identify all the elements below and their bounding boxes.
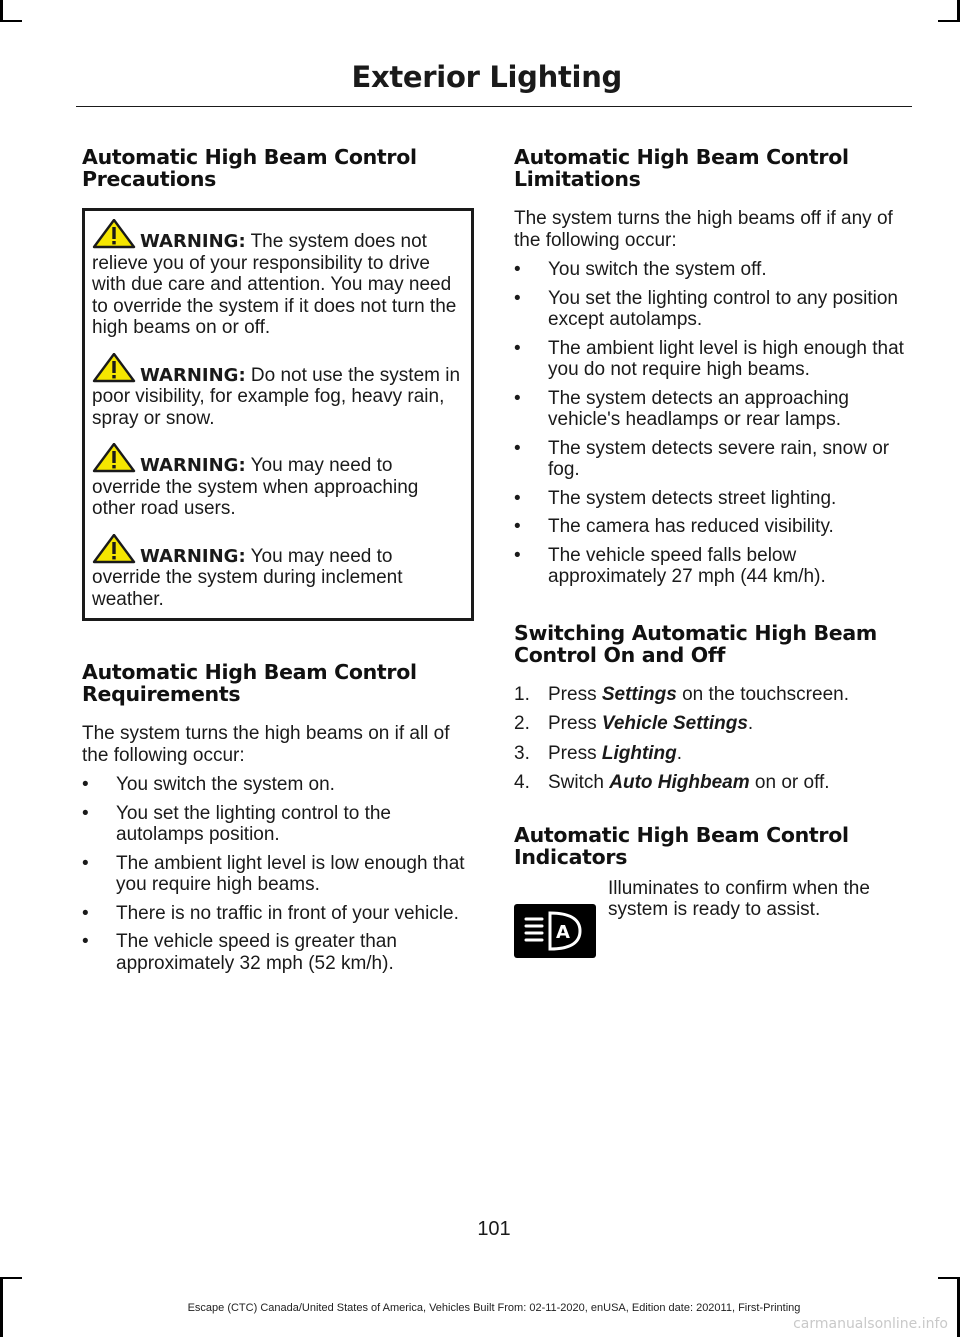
step-menu-name: Vehicle Settings [601, 713, 748, 734]
header-divider [76, 106, 912, 107]
watermark: carmanualsonline.info [793, 1316, 948, 1332]
step-text: Press [548, 713, 602, 734]
limitations-list [514, 259, 908, 588]
switching-steps [514, 684, 908, 794]
crop-mark [938, 1277, 960, 1279]
switching-heading: Switching Automatic High Beam Control On and Off [514, 620, 877, 667]
step-text: . [676, 742, 683, 764]
step-menu-name: Settings [601, 683, 677, 705]
list-item: • The system detects severe rain, snow or fog. [514, 438, 908, 481]
footer-text: Escape (CTC) Canada/United States of America, Vehicles Built From: 02-11-2020, enUSA, Edition date: 202011, First-Printing [187, 1302, 801, 1314]
list-item: • The ambient light level is low enough that you require high beams. [82, 853, 474, 896]
step-item [514, 743, 908, 765]
indicators-heading: Automatic High Beam Control Indicators [514, 822, 849, 869]
warning-label: WARNING: [140, 545, 246, 567]
step-item [514, 713, 908, 735]
step-text: Press [548, 742, 602, 764]
list-item: • The system detects an approaching vehicle's headlamps or rear lamps. [514, 388, 908, 431]
step-number: 1. [514, 683, 530, 705]
warning-box [82, 208, 474, 621]
step-item [514, 684, 908, 706]
crop-mark [0, 0, 3, 22]
list-item: • You switch the system off. [514, 259, 908, 281]
left-column [82, 146, 474, 1008]
warning-triangle-icon [92, 353, 136, 383]
step-number: 2. [514, 713, 530, 734]
warning-label: WARNING: [140, 455, 246, 476]
step-menu-name: Auto Highbeam [609, 772, 750, 793]
auto-high-beam-indicator-icon [514, 904, 596, 958]
list-item: • The camera has reduced visibility. [514, 516, 908, 538]
step-text: . [747, 713, 754, 734]
list-item: • The system detects street lighting. [514, 488, 908, 510]
warning-item [92, 353, 465, 430]
precautions-heading: Automatic High Beam Control Precautions [82, 145, 417, 191]
warning-triangle-icon [92, 443, 136, 473]
warning-item [92, 219, 465, 339]
list-item: • You set the lighting control to any position except autolamps. [514, 288, 908, 331]
step-text: on the touchscreen. [676, 683, 849, 705]
step-text: Press [548, 683, 602, 705]
crop-mark [938, 20, 960, 22]
list-item: • The ambient light level is high enough that you do not require high beams. [514, 338, 908, 381]
warning-triangle-icon [92, 534, 136, 564]
indicator-letter: A [556, 921, 570, 943]
step-text: Switch [548, 772, 610, 793]
limitations-heading: Automatic High Beam Control Limitations [514, 145, 849, 191]
step-number: 3. [514, 742, 530, 764]
page-number: 101 [477, 1218, 511, 1240]
warning-text: You may need to override the system when approaching other road users. [92, 455, 419, 519]
warning-text: The system does not relieve you of your responsibility to drive with due care and attention. You may need to override the system if it does not turn the high beams on or off. [92, 231, 457, 338]
warning-text: You may need to override the system during inclement weather. [92, 545, 403, 610]
step-item [514, 772, 908, 794]
warning-item [92, 443, 465, 520]
list-item: • The vehicle speed falls below approximately 27 mph (44 km/h). [514, 545, 908, 588]
step-menu-name: Lighting [601, 742, 677, 764]
list-item: • The vehicle speed is greater than approximately 32 mph (52 km/h). [82, 931, 474, 974]
list-item: • You set the lighting control to the autolamps position. [82, 803, 474, 846]
requirements-heading: Automatic High Beam Control Requirements [82, 660, 417, 706]
warning-label: WARNING: [140, 231, 246, 252]
step-number: 4. [514, 772, 530, 793]
requirements-intro: The system turns the high beams on if all of the following occur: [82, 723, 450, 766]
crop-mark [0, 1277, 22, 1279]
indicator-description: Illuminates to confirm when the system is ready to assist. [608, 877, 870, 920]
warning-triangle-icon [92, 219, 136, 249]
list-item: • You switch the system on. [82, 774, 474, 796]
indicator-row [514, 878, 908, 958]
list-item: • There is no traffic in front of your vehicle. [82, 903, 474, 925]
warning-item [92, 534, 465, 611]
page-title: Exterior Lighting [351, 60, 622, 94]
warning-label: WARNING: [140, 364, 246, 386]
crop-mark [0, 20, 22, 22]
right-column [514, 146, 908, 958]
limitations-intro: The system turns the high beams off if any of the following occur: [514, 208, 893, 251]
warning-text: Do not use the system in poor visibility, for example fog, heavy rain, spray or snow. [92, 364, 461, 429]
requirements-list [82, 774, 474, 974]
step-text: on or off. [749, 772, 830, 793]
